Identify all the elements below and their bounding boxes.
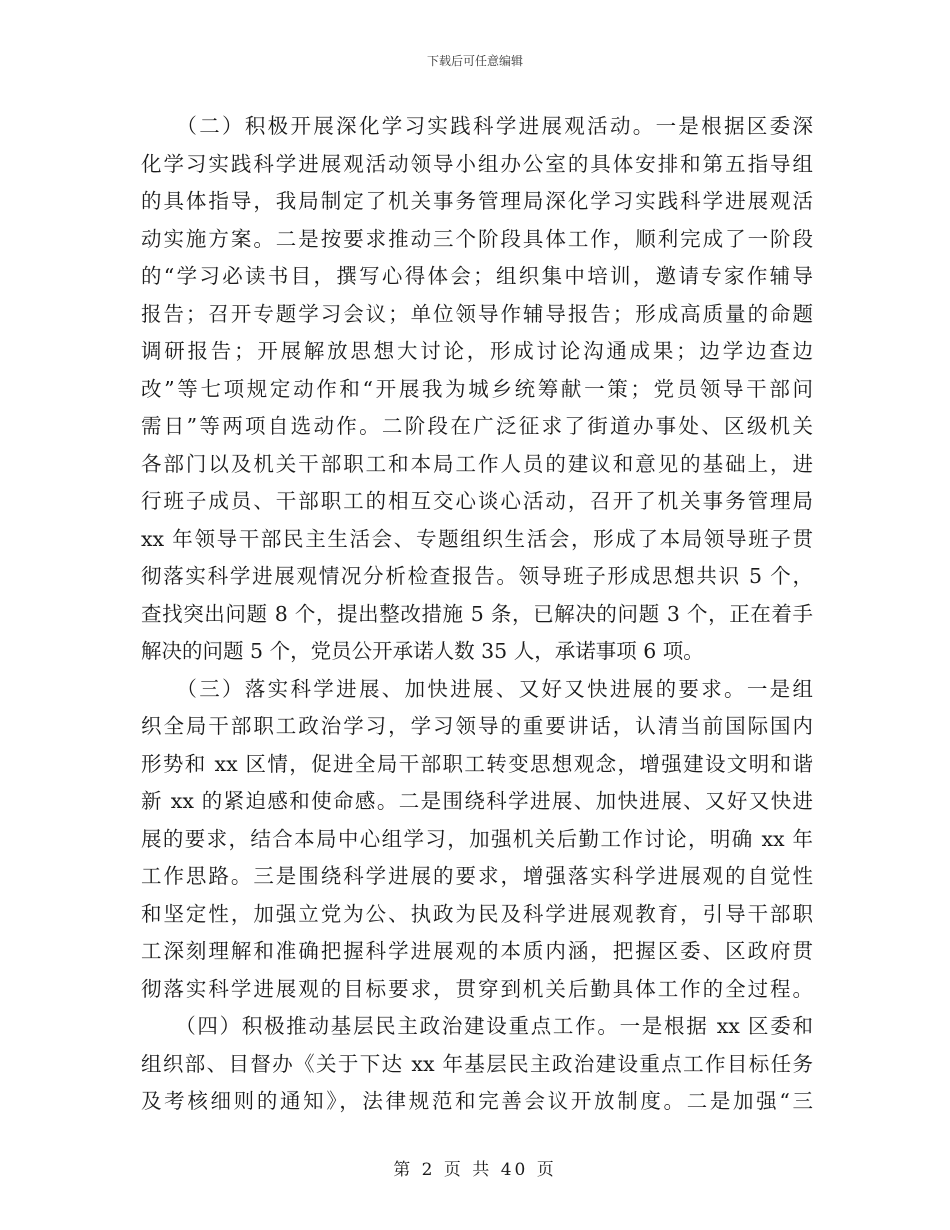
body-line: 解决的问题 5 个，党员公开承诺人数 35 人，承诺事项 6 项。	[141, 639, 704, 663]
body-line: （四）积极推动基层民主政治建设重点工作。一是根据 xx 区委和	[141, 1014, 813, 1038]
body-line: （三）落实科学进展、加快进展、又好又快进展的要求。一是组	[141, 676, 813, 701]
body-line: 形势和 xx 区情，促进全局干部职工转变思想观念，增强建设文明和谐	[141, 751, 813, 776]
body-line: 行班子成员、干部职工的相互交心谈心活动，召开了机关事务管理局	[141, 489, 813, 513]
document-body	[141, 108, 813, 1121]
body-line: 新 xx 的紧迫感和使命感。二是围绕科学进展、加快进展、又好又快进	[141, 789, 813, 813]
body-line: 化学习实践科学进展观活动领导小组办公室的具体安排和第五指导组	[141, 151, 813, 176]
body-line: 改”等七项规定动作和“开展我为城乡统筹献一策；党员领导干部问	[141, 376, 813, 401]
page-number: 第 2 页 共 40 页	[393, 1160, 557, 1180]
body-line: xx 年领导干部民主生活会、专题组织生活会，形成了本局领导班子贯	[141, 526, 813, 551]
body-line: 动实施方案。二是按要求推动三个阶段具体工作，顺利完成了一阶段	[141, 226, 813, 251]
body-line: 需日”等两项自选动作。二阶段在广泛征求了街道办事处、区级机关	[141, 414, 813, 438]
body-line: 织全局干部职工政治学习，学习领导的重要讲话，认清当前国际国内	[141, 714, 813, 738]
body-line: 彻落实科学进展观的目标要求，贯穿到机关后勤具体工作的全过程。	[141, 976, 813, 1001]
body-line: 报告；召开专题学习会议；单位领导作辅导报告；形成高质量的命题	[141, 301, 813, 326]
body-line: 和坚定性，加强立党为公、执政为民及科学进展观教育，引导干部职	[141, 901, 813, 926]
page-header: 下载后可任意编辑	[426, 54, 523, 68]
body-line: 的具体指导，我局制定了机关事务管理局深化学习实践科学进展观活	[141, 189, 813, 213]
body-line: 工深刻理解和准确把握科学进展观的本质内涵，把握区委、区政府贯	[141, 939, 813, 963]
body-line: 彻落实科学进展观情况分析检查报告。领导班子形成思想共识 5 个，	[141, 564, 813, 588]
body-line: 组织部、目督办《关于下达 xx 年基层民主政治建设重点工作目标任务	[141, 1051, 813, 1076]
body-line: 调研报告；开展解放思想大讨论，形成讨论沟通成果；边学边查边	[141, 339, 813, 363]
body-line: 展的要求，结合本局中心组学习，加强机关后勤工作讨论，明确 xx 年	[141, 826, 813, 851]
body-line: 工作思路。三是围绕科学进展的要求，增强落实科学进展观的自觉性	[141, 864, 813, 888]
body-line: 及考核细则的通知》，法律规范和完善会议开放制度。二是加强“三	[141, 1089, 813, 1113]
body-line: 的“学习必读书目，撰写心得体会；组织集中培训，邀请专家作辅导	[141, 264, 813, 288]
body-line: 各部门以及机关干部职工和本局工作人员的建议和意见的基础上，进	[141, 451, 813, 476]
body-line: 查找突出问题 8 个，提出整改措施 5 条，已解决的问题 3 个，正在着手	[141, 601, 813, 626]
body-line: （二）积极开展深化学习实践科学进展观活动。一是根据区委深	[141, 114, 813, 138]
